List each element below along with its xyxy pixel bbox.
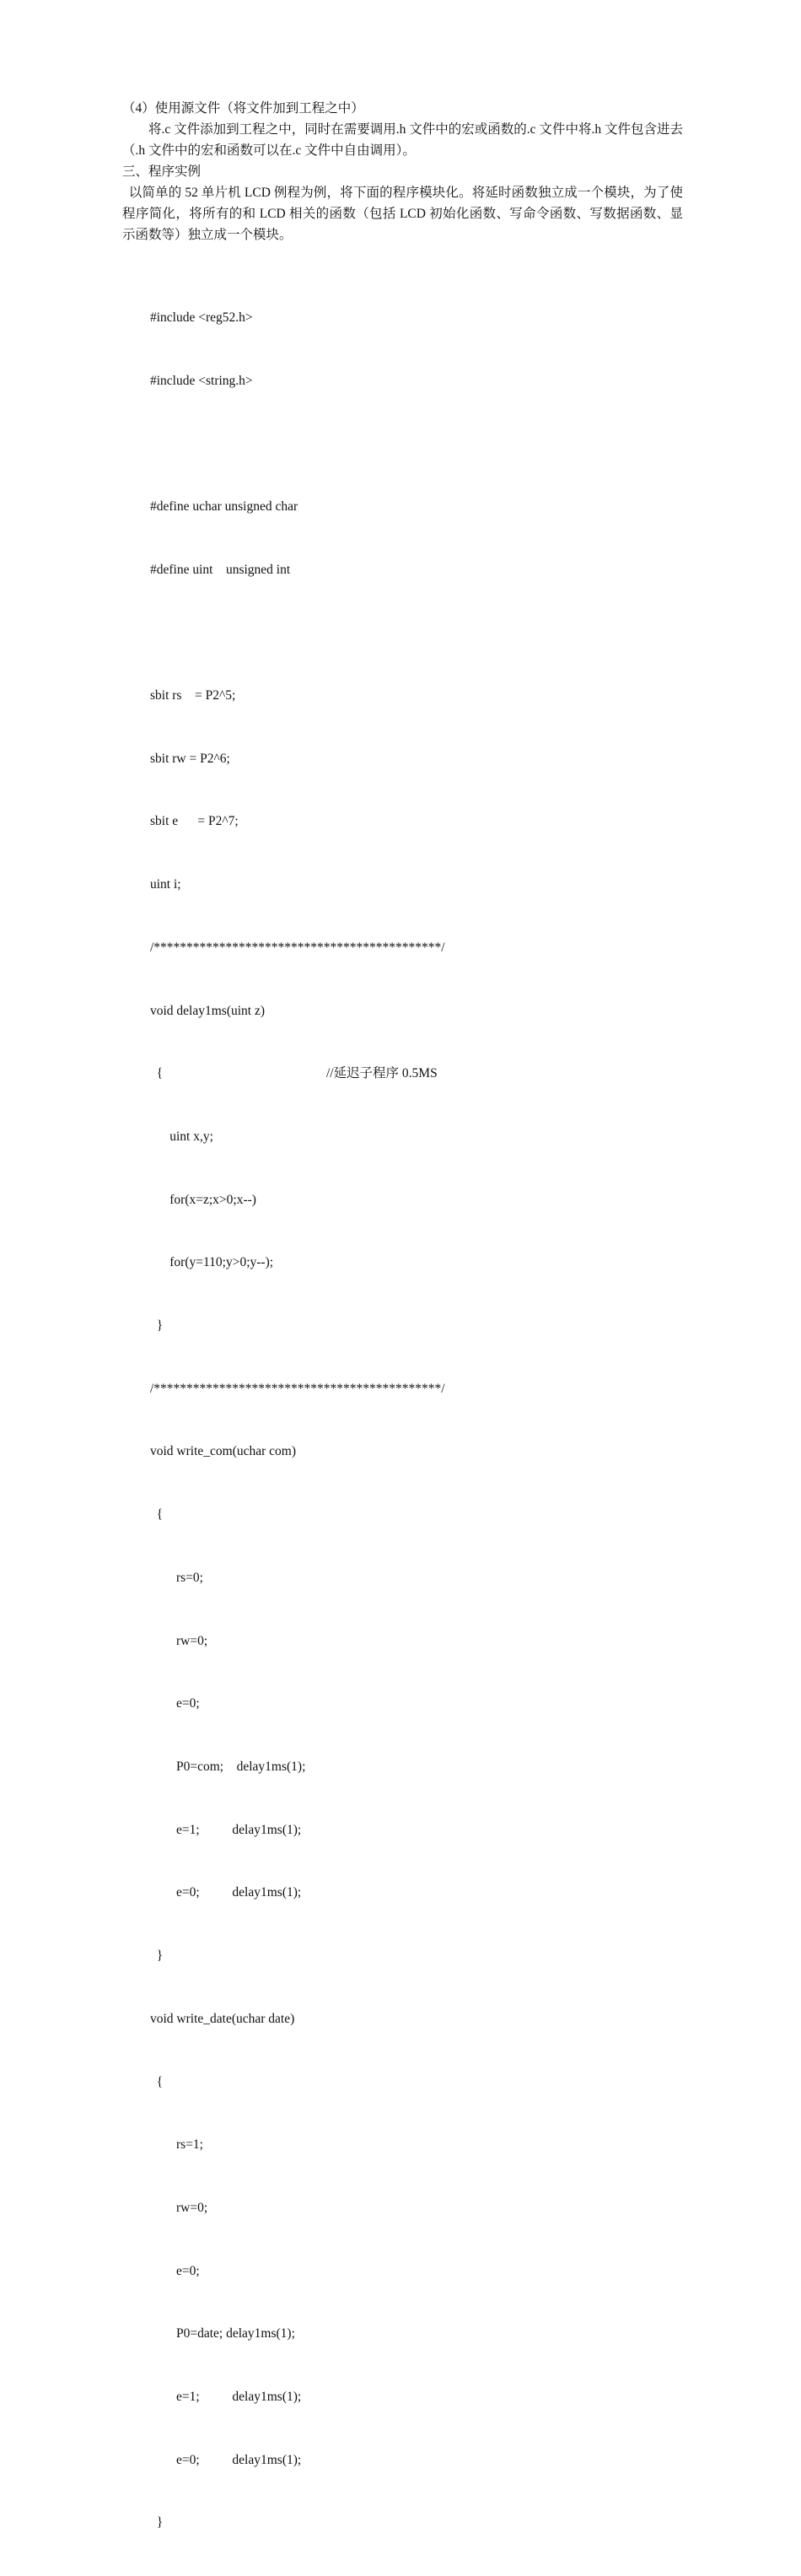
code-line: } (150, 1948, 164, 1964)
code-line: e=1; delay1ms(1); (150, 2390, 302, 2405)
code-line: } (150, 2515, 164, 2530)
code-line: rw=0; (150, 1633, 208, 1648)
code-line: { (150, 1507, 164, 1522)
code-line: rs=1; (150, 2137, 203, 2153)
code-line: P0=com; delay1ms(1); (150, 1759, 306, 1774)
code-line: for(y=110;y>0;y--); (150, 1255, 274, 1270)
code-line: uint x,y; (150, 1129, 213, 1144)
code-line: P0=date; delay1ms(1); (150, 2326, 295, 2342)
code-line: { (150, 2074, 164, 2089)
code-line: sbit e = P2^7; (150, 814, 239, 829)
code-line: e=0; (150, 2263, 200, 2278)
code-line: e=0; (150, 1696, 200, 1711)
code-line: #include <string.h> (150, 373, 253, 388)
code-line: #include <reg52.h> (150, 310, 253, 325)
code-line: e=0; delay1ms(1); (150, 2452, 302, 2467)
code-line: #define uchar unsigned char (150, 498, 298, 514)
code-line: /********************************************/ (150, 940, 445, 955)
step4-paragraph: 将.c 文件添加到工程之中，同时在需要调用.h 文件中的宏或函数的.c 文件中将.h 文件包含进去（.h 文件中的宏和函数可以在.c 文件中自由调用）。 (122, 122, 683, 158)
code-line: void write_date(uchar date) (150, 2011, 295, 2026)
section3-heading: 三、程序实例 (122, 164, 202, 179)
code-line: void write_com(uchar com) (150, 1444, 297, 1459)
document-body (122, 98, 683, 245)
code-line: uint i; (150, 877, 181, 892)
code-line: sbit rs = P2^5; (150, 688, 236, 703)
code-line: sbit rw = P2^6; (150, 751, 230, 766)
code-line: /********************************************/ (150, 1381, 445, 1396)
code-line (150, 622, 656, 644)
code-listing (150, 266, 656, 2576)
code-line: rs=0; (150, 1570, 203, 1585)
code-line: } (150, 1318, 164, 1334)
code-line (150, 434, 656, 455)
step4-heading: （4）使用源文件（将文件加到工程之中） (122, 101, 364, 116)
code-line: #define uint unsigned int (150, 562, 291, 577)
code-line: e=1; delay1ms(1); (150, 1822, 302, 1837)
code-line: { //延迟子程序 0.5MS (150, 1066, 438, 1081)
section3-paragraph: 以简单的 52 单片机 LCD 例程为例，将下面的程序模块化。将延时函数独立成一个模块，为了使程序简化，将所有的和 LCD 相关的函数（包括 LCD 初始化函数、写命令函数、写数据函数、显示函数等）独立成一个模块。 (122, 186, 683, 242)
code-line: for(x=z;x>0;x--) (150, 1192, 256, 1207)
code-line: rw=0; (150, 2200, 208, 2215)
code-line: e=0; delay1ms(1); (150, 1885, 302, 1900)
code-line: void delay1ms(uint z) (150, 1003, 266, 1018)
